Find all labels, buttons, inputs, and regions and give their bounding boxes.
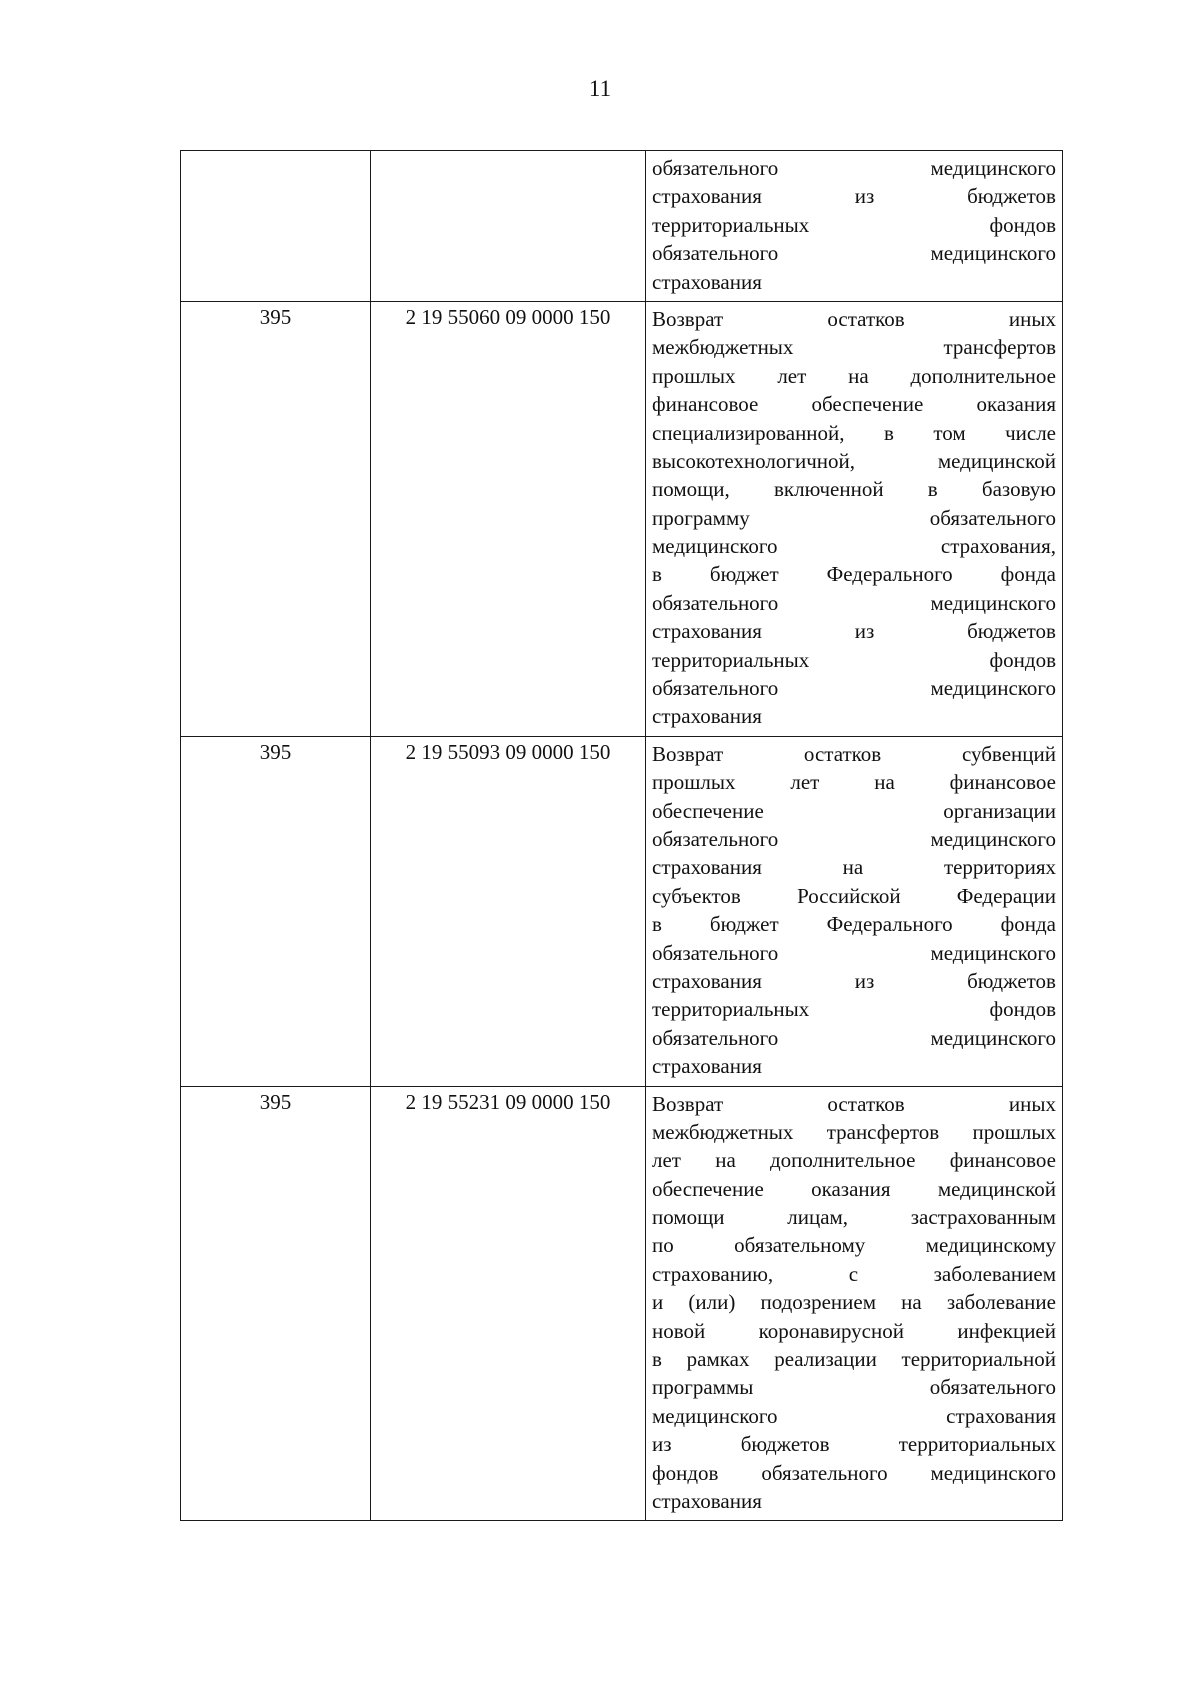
description-word: помощи, xyxy=(652,477,730,502)
description-word: бюджет xyxy=(709,912,779,937)
description-word: субвенций xyxy=(961,741,1056,766)
description-word: лет xyxy=(790,770,820,795)
description-line xyxy=(652,1146,1056,1174)
description-word: прошлых xyxy=(972,1119,1056,1144)
description-word: обязательного xyxy=(652,1025,779,1050)
description-word: обязательного xyxy=(652,156,779,180)
description-line xyxy=(652,797,1056,825)
description-line xyxy=(652,419,1056,447)
description-word: страхования xyxy=(652,704,762,729)
table-row xyxy=(181,736,1063,1086)
description-word: обязательного xyxy=(761,1460,888,1485)
description-line xyxy=(652,390,1056,418)
description-line xyxy=(652,646,1056,674)
description-word: инфекцией xyxy=(957,1318,1056,1343)
description-word: базовую xyxy=(981,477,1056,502)
description-word: территориальной xyxy=(901,1347,1056,1372)
description-line xyxy=(652,1430,1056,1458)
description-word: (или) xyxy=(688,1290,736,1315)
description-line xyxy=(652,154,1056,182)
description-line xyxy=(652,674,1056,702)
description-line xyxy=(652,239,1056,267)
description-word: обеспечение xyxy=(811,392,924,417)
description-word: страхования xyxy=(652,968,762,993)
description-word: из xyxy=(854,968,875,993)
description-word: бюджетов xyxy=(967,619,1056,644)
description-word: реализации xyxy=(774,1347,877,1372)
description-word: в xyxy=(927,477,938,502)
description-line xyxy=(652,589,1056,617)
description-word: Федерального xyxy=(826,562,953,587)
budget-classification-code-cell: 2 19 55093 09 0000 150 xyxy=(371,736,646,1086)
description-line xyxy=(652,447,1056,475)
description-line xyxy=(652,740,1056,768)
description-line xyxy=(652,1052,1056,1080)
description-word: бюджетов xyxy=(967,968,1056,993)
income-description-cell xyxy=(646,301,1063,736)
description-word: в xyxy=(652,912,662,937)
description-word: прошлых xyxy=(652,770,736,795)
budget-classification-code-cell xyxy=(371,151,646,302)
description-word: лицам, xyxy=(787,1205,849,1230)
description-line xyxy=(652,1459,1056,1487)
description-line xyxy=(652,1317,1056,1345)
description-word: с xyxy=(848,1261,859,1286)
description-word: медицинского xyxy=(930,826,1056,851)
description-word: заболеванием xyxy=(933,1261,1056,1286)
description-word: медицинского xyxy=(930,1460,1056,1485)
description-word: страхования xyxy=(652,619,762,644)
description-word: страхования xyxy=(652,1488,762,1513)
description-word: включенной xyxy=(774,477,884,502)
description-word: оказания xyxy=(811,1176,891,1201)
description-word: трансфертов xyxy=(826,1119,940,1144)
description-word: обеспечение xyxy=(652,1176,764,1201)
description-word: обязательного xyxy=(929,505,1056,530)
description-word: Федерального xyxy=(826,912,953,937)
description-line xyxy=(652,1288,1056,1316)
description-line xyxy=(652,939,1056,967)
description-word: страхования, xyxy=(940,534,1056,559)
description-word: обеспечение xyxy=(652,798,764,823)
description-word: фондов xyxy=(989,647,1056,672)
description-word: бюджет xyxy=(709,562,779,587)
description-word: медицинского xyxy=(652,534,778,559)
description-word: из xyxy=(854,619,875,644)
description-word: помощи xyxy=(652,1205,725,1230)
description-word: медицинского xyxy=(930,940,1056,965)
table-body xyxy=(181,151,1063,1521)
description-word: субъектов xyxy=(652,883,741,908)
description-word: страхования xyxy=(652,1054,762,1079)
income-description-cell xyxy=(646,151,1063,302)
description-line xyxy=(652,1231,1056,1259)
description-word: оказания xyxy=(976,392,1056,417)
description-word: прошлых xyxy=(652,363,736,388)
description-line xyxy=(652,211,1056,239)
description-word: обязательного xyxy=(652,826,779,851)
description-word: коронавирусной xyxy=(758,1318,904,1343)
income-description-cell xyxy=(646,736,1063,1086)
description-line xyxy=(652,910,1056,938)
description-line xyxy=(652,532,1056,560)
description-word: Российской xyxy=(797,883,901,908)
description-word: иных xyxy=(1008,1091,1056,1116)
description-line xyxy=(652,1260,1056,1288)
budget-classification-code-cell: 2 19 55060 09 0000 150 xyxy=(371,301,646,736)
description-line xyxy=(652,882,1056,910)
description-word: Возврат xyxy=(652,306,724,331)
description-word: Возврат xyxy=(652,1091,724,1116)
description-word: обязательного xyxy=(652,590,779,615)
description-line xyxy=(652,182,1056,210)
description-word: территориях xyxy=(943,855,1056,880)
description-word: дополнительное xyxy=(769,1148,916,1173)
description-line xyxy=(652,1118,1056,1146)
description-word: страхованию, xyxy=(652,1261,774,1286)
description-word: на xyxy=(848,363,869,388)
description-word: на xyxy=(901,1290,922,1315)
description-word: иных xyxy=(1008,306,1056,331)
description-word: остатков xyxy=(803,741,882,766)
description-word: медицинского xyxy=(930,1025,1056,1050)
description-word: межбюджетных xyxy=(652,335,794,360)
description-line xyxy=(652,1024,1056,1052)
description-word: программы xyxy=(652,1375,754,1400)
description-word: медицинского xyxy=(930,676,1056,701)
description-word: медицинской xyxy=(937,1176,1056,1201)
description-line xyxy=(652,475,1056,503)
description-word: финансовое xyxy=(949,1148,1056,1173)
description-line xyxy=(652,995,1056,1023)
table-row xyxy=(181,301,1063,736)
budget-classification-code-cell: 2 19 55231 09 0000 150 xyxy=(371,1086,646,1521)
description-word: территориальных xyxy=(652,997,810,1022)
description-line xyxy=(652,305,1056,333)
page-number: 11 xyxy=(588,76,612,101)
description-line xyxy=(652,617,1056,645)
description-word: медицинского xyxy=(652,1403,778,1428)
description-word: обязательного xyxy=(652,676,779,701)
description-line xyxy=(652,702,1056,730)
description-word: программу xyxy=(652,505,750,530)
description-line xyxy=(652,560,1056,588)
description-word: обязательного xyxy=(929,1375,1056,1400)
description-word: фонда xyxy=(1000,912,1056,937)
description-word: специализированной, xyxy=(652,420,845,445)
description-word: фондов xyxy=(989,997,1056,1022)
admin-code-cell: 395 xyxy=(181,1086,371,1521)
description-word: обязательному xyxy=(734,1233,866,1258)
table-row xyxy=(181,151,1063,302)
description-word: том xyxy=(933,420,966,445)
budget-codes-table xyxy=(180,150,1063,1521)
description-word: в xyxy=(883,420,894,445)
description-word: фондов xyxy=(989,212,1056,237)
description-line xyxy=(652,1345,1056,1373)
admin-code-cell xyxy=(181,151,371,302)
description-word: страхования xyxy=(652,855,762,880)
description-word: рамках xyxy=(686,1347,750,1372)
table-row xyxy=(181,1086,1063,1521)
description-word: страхования xyxy=(652,184,762,209)
description-word: медицинского xyxy=(930,590,1056,615)
description-line xyxy=(652,1373,1056,1401)
description-word: обязательного xyxy=(652,241,779,266)
admin-code-cell: 395 xyxy=(181,301,371,736)
description-word: заболевание xyxy=(946,1290,1056,1315)
description-word: медицинскому xyxy=(925,1233,1056,1258)
description-word: застрахованным xyxy=(910,1205,1056,1230)
description-line xyxy=(652,504,1056,532)
description-line xyxy=(652,768,1056,796)
description-line xyxy=(652,1090,1056,1118)
description-word: дополнительное xyxy=(910,363,1056,388)
description-word: в xyxy=(652,562,662,587)
description-word: из xyxy=(652,1432,672,1457)
description-word: медицинского xyxy=(930,156,1056,180)
description-word: остатков xyxy=(827,1091,905,1116)
admin-code-cell: 395 xyxy=(181,736,371,1086)
description-line xyxy=(652,333,1056,361)
description-line xyxy=(652,362,1056,390)
income-description-cell xyxy=(646,1086,1063,1521)
description-word: финансовое xyxy=(652,392,759,417)
description-line xyxy=(652,1487,1056,1515)
description-line xyxy=(652,825,1056,853)
description-word: Возврат xyxy=(652,741,724,766)
description-word: финансовое xyxy=(949,770,1056,795)
description-word: по xyxy=(652,1233,674,1258)
description-word: высокотехнологичной, xyxy=(652,448,856,473)
description-word: организации xyxy=(943,798,1056,823)
description-line xyxy=(652,1175,1056,1203)
description-line xyxy=(652,967,1056,995)
description-word: остатков xyxy=(827,306,905,331)
description-word: фондов xyxy=(652,1460,719,1485)
description-word: в xyxy=(652,1347,662,1372)
description-word: медицинской xyxy=(937,448,1056,473)
description-word: на xyxy=(874,770,895,795)
description-line xyxy=(652,268,1056,296)
description-word: из xyxy=(854,184,875,209)
description-word: лет xyxy=(777,363,807,388)
description-word: на xyxy=(842,855,864,880)
description-word: Федерации xyxy=(956,883,1056,908)
description-word: бюджетов xyxy=(967,184,1056,209)
description-word: подозрением xyxy=(760,1290,877,1315)
description-word: лет xyxy=(652,1148,681,1173)
description-line xyxy=(652,1203,1056,1231)
description-word: новой xyxy=(652,1318,706,1343)
description-word: медицинского xyxy=(930,241,1056,266)
description-line xyxy=(652,1402,1056,1430)
description-word: страхования xyxy=(652,269,762,294)
description-word: и xyxy=(652,1290,664,1315)
description-line xyxy=(652,853,1056,881)
description-word: территориальных xyxy=(898,1432,1056,1457)
description-word: территориальных xyxy=(652,647,810,672)
description-word: страхования xyxy=(946,1403,1056,1428)
description-word: обязательного xyxy=(652,940,779,965)
description-word: фонда xyxy=(1000,562,1056,587)
description-word: территориальных xyxy=(652,212,810,237)
description-word: на xyxy=(715,1148,736,1173)
description-word: межбюджетных xyxy=(652,1119,794,1144)
description-word: числе xyxy=(1005,420,1056,445)
description-word: бюджетов xyxy=(740,1432,830,1457)
description-word: трансфертов xyxy=(943,335,1056,360)
